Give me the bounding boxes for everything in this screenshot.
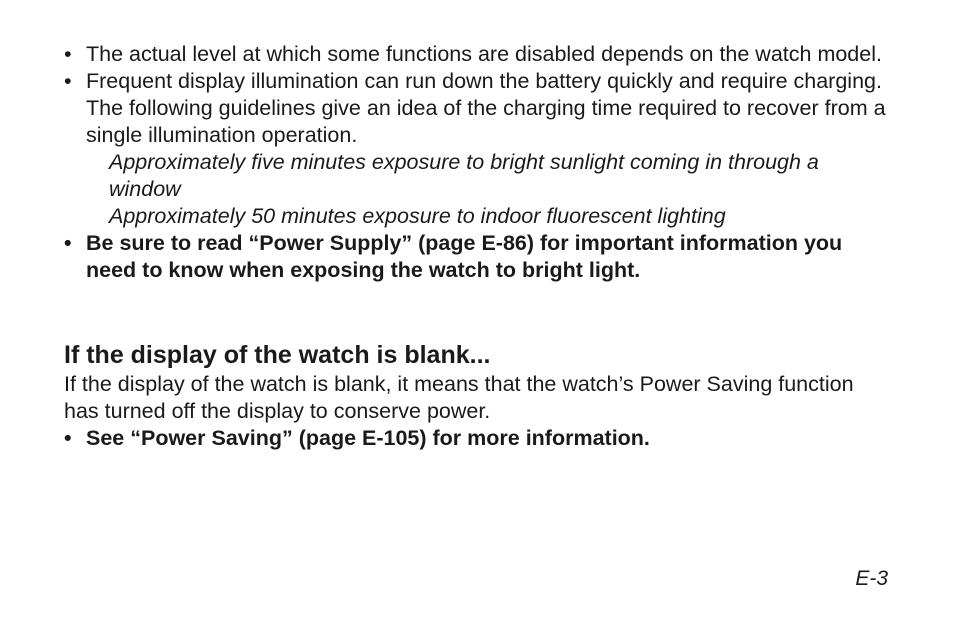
bullet-item-power-supply (64, 230, 894, 284)
bullet-glyph: • (64, 42, 72, 66)
bullet-text: Be sure to read “Power Supply” (page E-86) for important information you need to know when exposing the watch to bright light. (86, 231, 843, 282)
bullet-glyph: • (64, 231, 72, 255)
section-body: If the display of the watch is blank, it means that the watch’s Power Saving function has turned off the display to conserve power. (64, 372, 854, 423)
page-number: E-3 (855, 567, 888, 590)
blank-display-section (64, 339, 894, 452)
guideline-fluorescent: Approximately 50 minutes exposure to indoor fluorescent lighting (109, 204, 726, 228)
bullet-list (64, 41, 894, 284)
bullet-glyph: • (64, 69, 72, 93)
bullet-text: The actual level at which some functions are disabled depends on the watch model. (86, 42, 882, 66)
section-heading: If the display of the watch is blank... (64, 341, 491, 369)
bullet-item-power-saving (64, 425, 894, 452)
bullet-glyph: • (64, 426, 72, 450)
bullet-item-functions-disabled (64, 41, 894, 68)
bullet-text: See “Power Saving” (page E-105) for more information. (86, 426, 650, 450)
bullet-item-illumination (64, 68, 894, 230)
guideline-sunlight: Approximately five minutes exposure to bright sunlight coming in through a window (109, 150, 819, 201)
bullet-text: Frequent display illumination can run down the battery quickly and require charging. The following guidelines give an idea of the charging time required to recover from a single illumination operation. (86, 69, 886, 147)
